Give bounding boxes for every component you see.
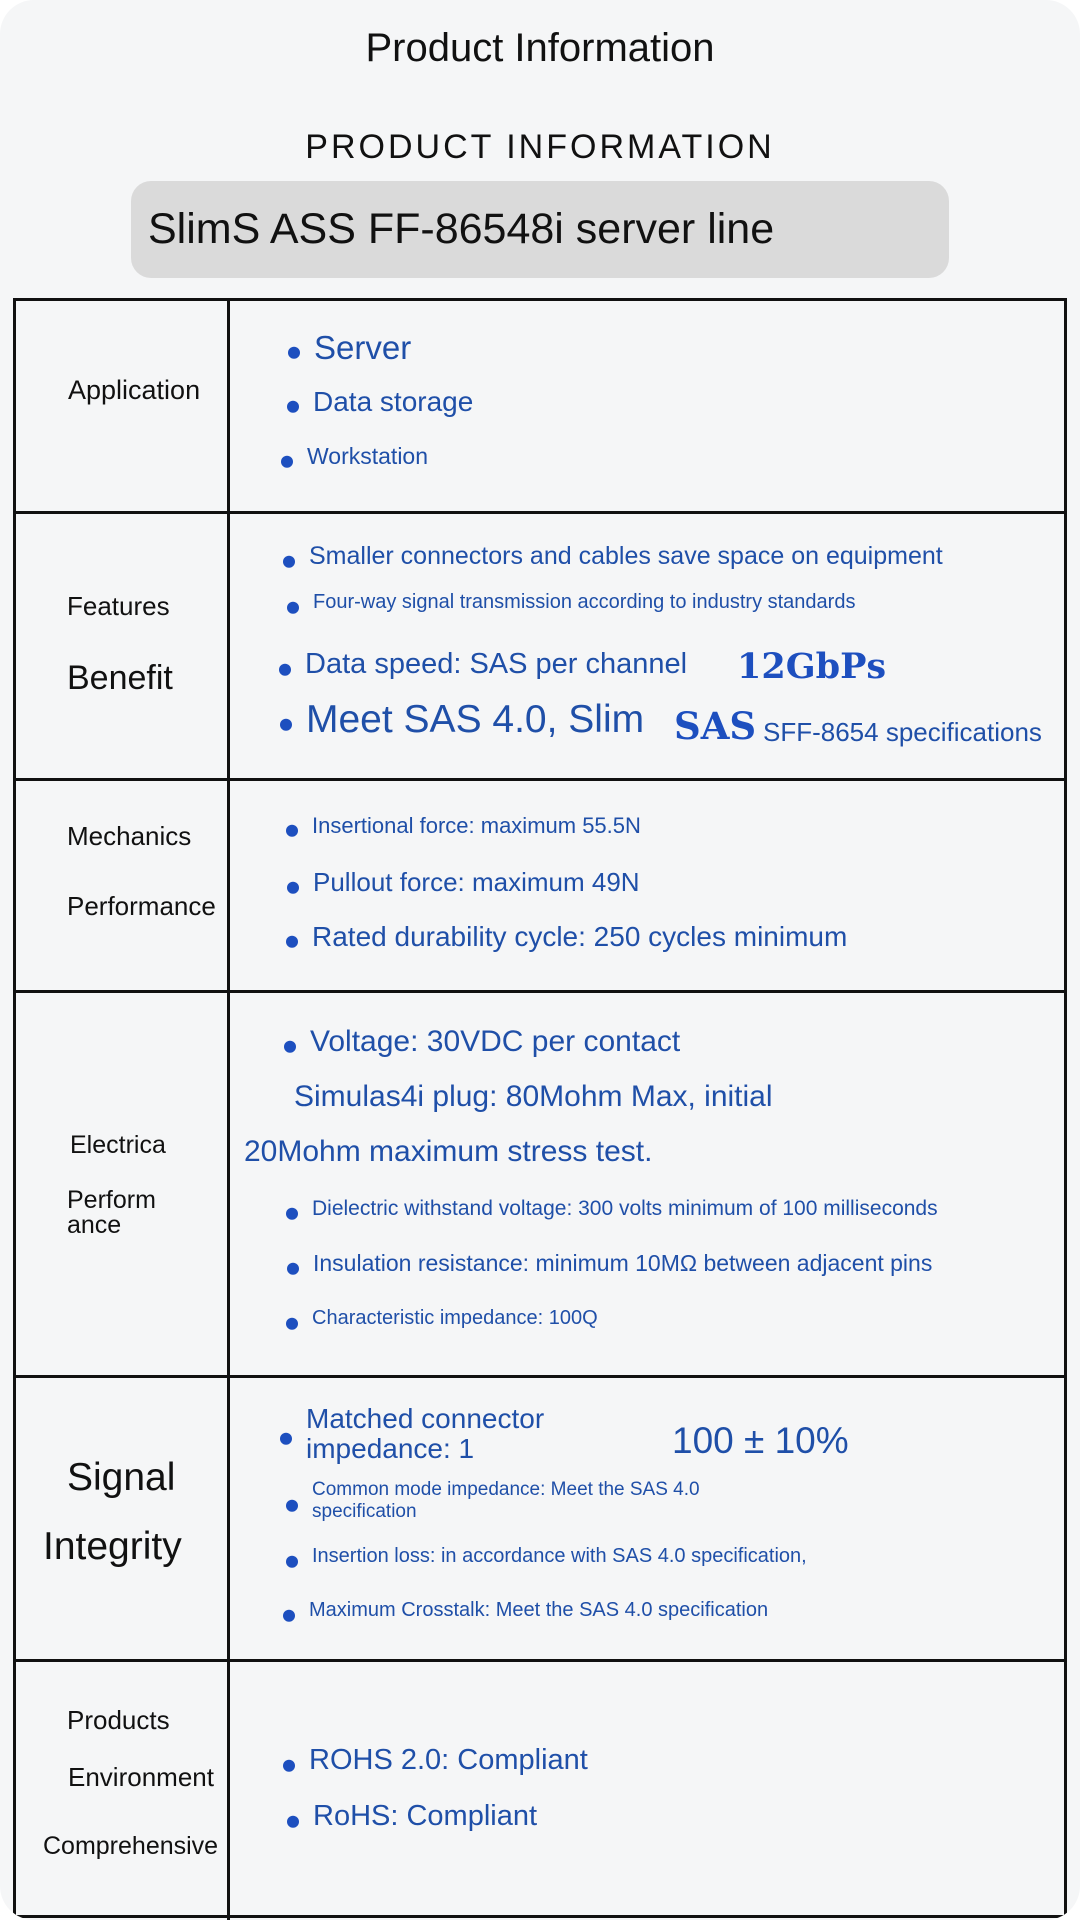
matched-impedance-line-1: Matched connector [306,1403,545,1434]
list-item [306,1404,544,1464]
common-mode-line-2: specification [312,1501,417,1522]
list-item: Four-way signal transmission according to industry standards [313,591,856,613]
label-comprehensive: Comprehensive [43,1832,219,1860]
plug-spec-line-2: 20Mohm maximum stress test. [244,1135,653,1168]
label-signal: Signal [67,1456,176,1499]
product-name: SlimS ASS FF-86548i server line [148,205,775,253]
label-ance: ance [67,1211,122,1239]
list-item: Data speed: SAS per channel [305,648,688,680]
row-features [16,514,1064,781]
label-integrity: Integrity [43,1525,182,1568]
label-environment: Environment [68,1762,214,1792]
list-item: Pullout force: maximum 49N [313,867,640,897]
column-divider [227,781,230,990]
row-environment [16,1662,1064,1920]
list-item [312,1479,700,1523]
label-electrica: Electrica [70,1131,166,1159]
matched-impedance-line-2: impedance: 1 [306,1433,475,1464]
list-item: ROHS 2.0: Compliant [309,1744,588,1776]
column-divider [227,301,230,511]
row-application [16,301,1064,514]
list-item: Rated durability cycle: 250 cycles minimum [312,921,848,952]
list-item: Insertional force: maximum 55.5N [312,813,641,838]
page-subtitle: PRODUCT INFORMATION [305,128,775,166]
sff-spec: SFF-8654 specifications [763,717,1042,747]
label-benefit: Benefit [67,659,173,697]
speed-value: 12GbPs [737,646,887,687]
column-divider [227,1378,230,1659]
list-item: Maximum Crosstalk: Meet the SAS 4.0 specification [309,1599,769,1621]
list-item: Voltage: 30VDC per contact [310,1025,681,1058]
list-item: Workstation [307,443,429,469]
label-perform: Perform [67,1186,156,1214]
label-mechanics: Mechanics [67,821,192,851]
column-divider [227,514,230,778]
product-name-box [131,181,949,278]
row-electrical [16,993,1064,1378]
row-mechanics [16,781,1064,993]
label-features: Features [67,591,170,621]
label-application: Application [68,375,201,405]
plug-spec-line-1: Simulas4i plug: 80Mohm Max, initial [294,1080,773,1113]
label-products: Products [67,1705,170,1735]
list-item: Characteristic impedance: 100Q [312,1307,598,1329]
row-signal-integrity [16,1378,1064,1662]
list-item: Meet SAS 4.0, Slim [306,698,645,741]
list-item: Smaller connectors and cables save space on equipment [309,542,943,570]
column-divider [227,993,230,1375]
label-performance: Performance [67,891,216,921]
list-item: Data storage [313,386,474,417]
matched-impedance-value: 100 ± 10% [672,1420,849,1461]
column-divider [227,1662,230,1920]
common-mode-line-1: Common mode impedance: Meet the SAS 4.0 [312,1479,700,1500]
spec-table [13,298,1067,1918]
list-item: Server [314,329,412,366]
page-title: Product Information [365,26,715,70]
sas-label: SAS [674,704,757,748]
list-item: RoHS: Compliant [313,1800,538,1832]
list-item: Dielectric withstand voltage: 300 volts minimum of 100 milliseconds [312,1197,938,1220]
list-item: Insulation resistance: minimum 10MΩ between adjacent pins [313,1250,933,1276]
list-item: Insertion loss: in accordance with SAS 4.0 specification, [312,1545,807,1567]
